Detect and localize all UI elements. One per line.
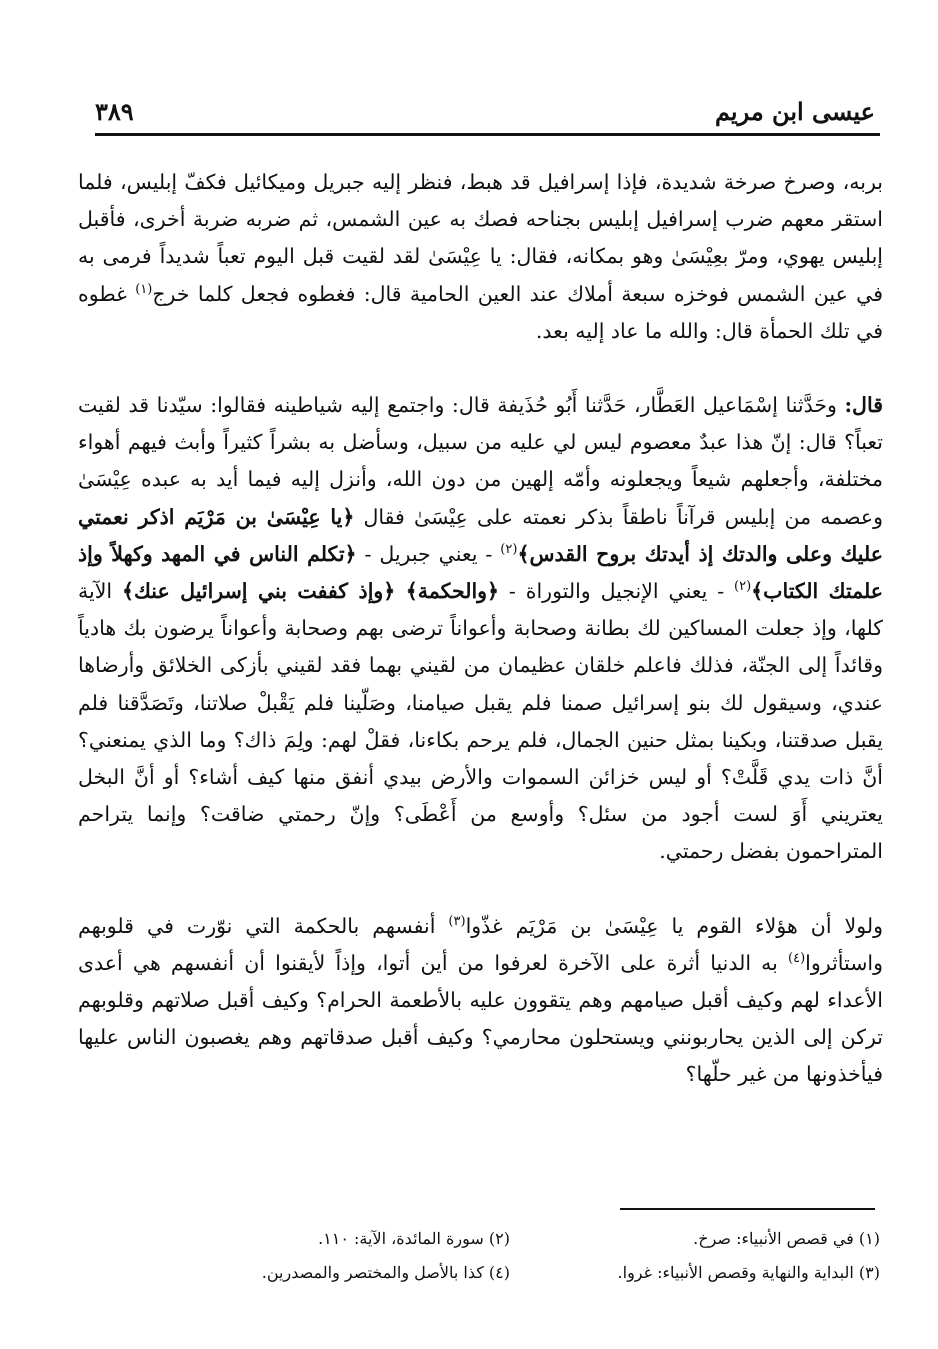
footnote-mark: (٣) [448, 913, 466, 929]
paragraph-1-text-a: بربه، وصرخ صرخة شديدة، فإذا إسرافيل قد هبط، فنظر إليه جبريل وميكائيل فكفّ إبليس، فلما استقر معهم ضرب إسرافيل إبليس بجناحه فصك به عين الشمس، ثم ضربه ضربة أخرى، فأقبل إبليس يهوي، ومرّ بعِيْسَىٰ وهو بمكانه، فقال: يا عِيْسَىٰ لقد لقيت قبل اليوم تعباً شديداً فرمى به في عين الشمس فوخزه سبعة أملاك عند العين الحامية قال: فغطوه فجعل كلما خرج [78, 170, 883, 306]
footnote-3: (٣) البداية والنهاية وقصص الأنبياء: غروا. [617, 1263, 880, 1282]
footnote-mark: (٢) [734, 579, 752, 595]
footnote-1: (١) في قصص الأنبياء: صرخ. [693, 1229, 880, 1248]
footnote-2: (٢) سورة المائدة، الآية: ١١٠. [318, 1229, 510, 1248]
quran-quote-2: ﴿تكلم الناس في المهد وكهلاً وإذ علمتك الكتاب﴾ [78, 541, 884, 604]
paragraph-2-text-b: - يعني جبريل - [356, 541, 501, 566]
paragraph-gap [78, 350, 883, 387]
paragraph-2 [78, 387, 883, 871]
footnote-mark: (٢) [500, 542, 518, 557]
page-number: ٣٨٩ [95, 97, 134, 126]
paragraph-2-lead: قال: [844, 393, 883, 418]
paragraph-1-text-b: غطوه في تلك الحمأة قال: والله ما عاد إليه بعد. [78, 281, 883, 343]
paragraph-2-text-a: وحَدَّثنا إسْمَاعيل العَطَّار، حَدَّثنا أَبُو حُذَيفة قال: واجتمع إليه شياطينه فقالوا: سيّدنا قد لقيت تعباً؟ قال: إنّ هذا عبدٌ معصوم ليس لي عليه من سبيل، وسأضل به بشراً كثيراً وأبث فيهم أهواء مختلفة، وأجعلهم شيعاً ويجعلونه وأمّه إلهين من دون الله، وأنزل إليه فيما أيد به عبده عِيْسَىٰ وعصمه من إبليس قرآناً ناطقاً بذكر نعمته على عِيْسَىٰ فقال [78, 393, 883, 529]
paragraph-3-text-c: به الدنيا أثرة على الآخرة لعرفوا من أين أتوا، وإذاً لأيقنوا أن أنفسهم هي أعدى الأعداء لهم وكيف أقبل صيامهم وهم يتقوون عليه بالأطعمة الحرام؟ وكيف أقبل صلاتهم وقلوبهم تركن إلى الذين يحاربونني ويستحلون محارمي؟ وكيف أقبل صدقاتهم وهم يغصبون الناس عليها فيأخذونها من غير حلّها؟ [78, 950, 883, 1087]
footnote-mark: (١) [135, 281, 153, 297]
paragraph-2-text-d: الآية كلها، وإذ جعلت المساكين لك بطانة وصحابة وأعواناً ترضى بهم وصحابة وأعواناً يرضون بك هادياً وقائداً إلى الجنّة، فذلك فاعلم خلقان عظيمان من لقيني بهما فقد لقيني بأزكى الخلائق وأرضاها عندي، وسيقول لك بنو إسرائيل صمنا فلم يقبل صيامنا، وصَلّينا فلم يَقْبلْ صلاتنا، وتَصَدَّقنا فلم يقبل صدقتنا، وبكينا بمثل حنين الجمال، فلم يرحم بكاءنا، فقلْ لهم: ولِمَ ذاك؟ وما الذي يمنعني؟ أنَّ ذات يدي قَلَّتْ؟ أو ليس خزائن السموات والأرض بيدي أنفق منها كيف أشاء؟ أو أنَّ البخل يعتريني أَوَ لست أجود من سئل؟ وأوسع من أَعْطَى؟ وإنّ رحمتي ضاقت؟ وإنما يتراحم المتراحمون بفضل رحمتي. [78, 579, 883, 864]
footnote-mark: (٤) [788, 951, 806, 967]
paragraph-3 [78, 908, 883, 1094]
quran-quote-3: ﴿والحكمة﴾ ﴿وإذ كففت بني إسرائيل عنك﴾ [121, 579, 500, 604]
footnote-4: (٤) كذا بالأصل والمختصر والمصدرين. [261, 1263, 510, 1282]
running-header [95, 96, 875, 126]
paragraph-gap [78, 871, 883, 908]
paragraph-3-text-a: ولولا أن هؤلاء القوم يا عِيْسَىٰ بن مَرْيَم غذّوا [465, 913, 883, 938]
paragraph-1 [78, 164, 883, 350]
footnotes [120, 1222, 880, 1290]
paragraph-2-text-c: - يعني الإنجيل والتوراة - [499, 579, 735, 604]
main-text [78, 164, 883, 1094]
footnote-rule [620, 1208, 875, 1210]
header-rule [95, 133, 880, 136]
paragraph-3-text-b: أنفسهم بالحكمة التي نوّرت في قلوبهم واستأثروا [78, 913, 883, 975]
chapter-title: عيسى ابن مريم [714, 97, 875, 126]
quran-quote-1: ﴿يا عِيْسَىٰ بن مَرْيَم اذكر نعمتي عليك وعلى والدتك إذ أيدتك بروح القدس﴾ [78, 504, 883, 566]
